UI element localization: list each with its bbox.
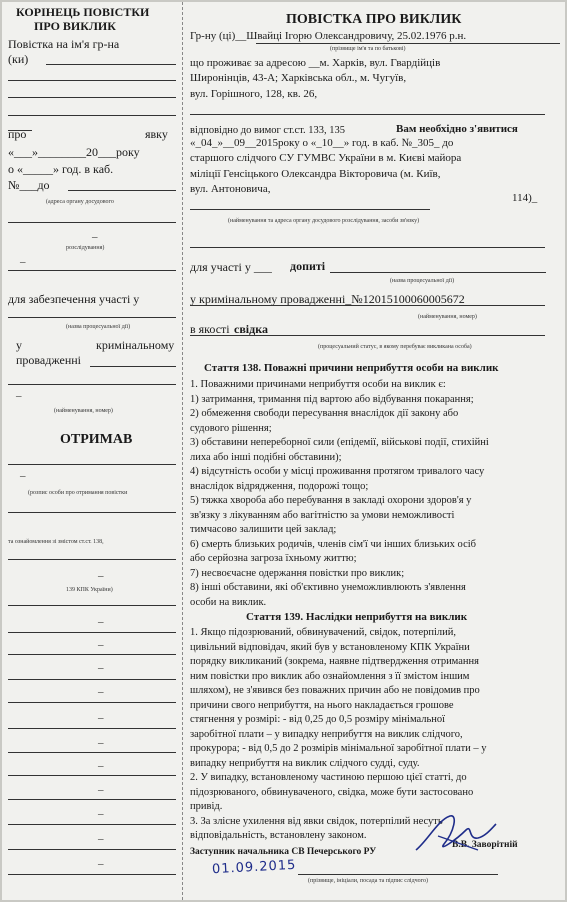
stub-caption-name: (найменування, номер): [54, 408, 113, 414]
article-line: шляхом), не з'явився без поважних причин або не повідомив про: [190, 685, 480, 696]
article-line: особи на виклик.: [190, 596, 267, 608]
legal-basis-text: відповідно до вимог ст.ст. 133, 135: [190, 125, 345, 136]
article-line: зв'язку з лікуванням або вагітністю за умови неможливості: [190, 509, 455, 521]
stub-caption-kpk: 139 КПК України): [66, 587, 113, 593]
stub-proceeding: провадженні: [16, 353, 81, 367]
stub-dash: –: [92, 231, 98, 243]
stub-blank-line: [8, 752, 176, 753]
stub-dash: –: [98, 712, 104, 724]
article-line: 4) відсутність особи у місці проживання протягом тривалого часу: [190, 466, 485, 477]
stub-blank-line: [8, 384, 176, 385]
criminal-proceeding-number: у кримінальному провадженні_№12015100060005672: [190, 292, 465, 306]
address-line-2: Широнінців, 43-А; Харківська обл., м. Чугуїв,: [190, 72, 407, 84]
stub-blank-line: [8, 270, 176, 271]
stub-blank-line: [8, 115, 176, 116]
article-line: 3. За злісне ухилення від явки свідок, потерпілий несуть: [190, 815, 443, 827]
stub-blank-line: [90, 366, 176, 367]
stub-blank-line: [8, 679, 176, 680]
caption-signature: (прізвище, ініціали, посада та підпис слідчого): [308, 878, 428, 884]
addressee-underline: [256, 43, 560, 44]
article-line: 8) інші обставини, які об'єктивно унеможливлюють з'явлення: [190, 582, 466, 593]
article-line: привід.: [190, 801, 223, 812]
article-139-title: Стаття 139. Наслідки неприбуття на виклик: [246, 611, 468, 623]
stub-addressee-suffix: (ки): [8, 52, 29, 66]
address-line-3: вул. Горішного, 128, кв. 26,: [190, 88, 318, 100]
stub-caption-sign: (розпис особи про отримання повістки: [28, 490, 128, 496]
article-line: 5) тяжка хвороба або перебування в закладі охорони здоров'я у: [190, 495, 472, 506]
article-line: 2) обмеження свободи пересування внаслідок дії закону або: [190, 408, 459, 419]
article-line: судового рішення;: [190, 422, 272, 434]
article-line: 6) смерть близьких родичів, членів сім'ї чи інших близьких осіб: [190, 538, 476, 550]
article-line: тимчасово залишити цей заклад;: [190, 524, 337, 535]
procedural-action: допиті: [290, 259, 326, 273]
stub-blank-line: [8, 512, 176, 513]
article-line: прокурора; - від 0,5 до 2 розмірів мінімальної заробітної плати – у: [190, 743, 487, 754]
article-line: стягнення у розмірі: - від 0,25 до 0,5 розміру мінімальної: [190, 714, 446, 725]
stub-office-line: №___до: [8, 178, 50, 192]
must-appear-text: Вам необхідно з'явитися: [396, 123, 518, 135]
stub-blank-line: [46, 64, 176, 65]
status-underline: [190, 335, 545, 336]
addressee-line: Гр-ну (ці)__Швайці Ігорю Олександровичу, 25.02.1976 р.н.: [190, 30, 467, 42]
article-line: заробітної плати – у випадку неприбуття на виклик слідчого,: [190, 728, 463, 740]
stub-received-heading: ОТРИМАВ: [60, 432, 133, 447]
article-line: відповідальність, встановлену законом.: [190, 830, 367, 841]
stub-blank-line: [8, 80, 176, 81]
stub-dash: –: [20, 470, 26, 482]
stub-caption-familiarization: та ознайомлення зі змістом ст.ст. 138,: [8, 539, 104, 545]
summons-title: ПОВІСТКА ПРО ВИКЛИК: [286, 12, 462, 27]
caption-proceeding-name: (найменування, номер): [418, 314, 477, 320]
stub-blank-line: [8, 849, 176, 850]
address-underline: [190, 114, 545, 115]
organ-underline: [190, 247, 545, 248]
organ-line-3: вул. Антоновича,: [190, 183, 271, 195]
article-line: підозрюваного, обвинуваченого, свідка, може бути застосовано: [190, 786, 474, 798]
stub-blank-line: [8, 222, 176, 223]
organ-underline: [190, 209, 430, 210]
stub-title-line2: ПРО ВИКЛИК: [34, 19, 116, 33]
article-138-title: Стаття 138. Поважні причини неприбуття особи на виклик: [204, 362, 499, 374]
stub-blank-line: [8, 728, 176, 729]
stub-blank-line: [8, 799, 176, 800]
article-line: випадку неприбуття на виклик слідчого судді, суду.: [190, 757, 420, 769]
article-line: цивільний відповідач, який був у встановленому КПК України: [190, 641, 470, 653]
summons-main: [190, 2, 562, 900]
stub-dash: –: [98, 808, 104, 820]
action-underline: [330, 272, 546, 273]
stub-dash: –: [98, 760, 104, 772]
article-line: причини свого неприбуття, на нього накладається грошове: [190, 699, 454, 711]
stub-dash: –: [98, 662, 104, 674]
summons-sheet: [2, 2, 565, 900]
stub-time-line: о «_____» год. в каб.: [8, 162, 114, 176]
stub-blank-line: [8, 559, 176, 560]
handwritten-signature: [408, 810, 498, 862]
stub-blank-line: [8, 654, 176, 655]
stub-date-line: «___»________20___року: [8, 145, 140, 159]
stub-dash: –: [98, 858, 104, 870]
stub-dash: –: [16, 390, 22, 402]
signer-position: Заступник начальника СВ Печерського РУ: [190, 847, 377, 857]
caption-organ: (найменування та адреса органу досудового розслідування, засоби зв'язку): [228, 218, 420, 224]
caption-procedural-action: (назва процесуальної дії): [390, 278, 455, 284]
stub-dash: –: [98, 784, 104, 796]
stub-yavku: явку: [145, 127, 168, 141]
handwritten-date: 01.09.2015: [211, 857, 297, 878]
stub-blank-line: [8, 317, 176, 318]
article-line: лиха або інші подібні обставини);: [190, 451, 342, 463]
stub-dash: –: [98, 570, 104, 582]
stub-title-line1: КОРІНЕЦЬ ПОВІСТКИ: [16, 5, 150, 19]
stub-caption-org: (адреса органу досудового: [46, 199, 114, 205]
stub-pro: про: [8, 127, 27, 141]
organ-line-2: міліції Генсіцького Олександра Вікторовича (м. Київ,: [190, 168, 441, 180]
summons-stub: [8, 2, 178, 900]
stub-dash: –: [98, 686, 104, 698]
stub-caption-proc: (назва процесуальної дії): [66, 324, 131, 330]
stub-blank-line: [8, 632, 176, 633]
stub-criminal: кримінальному: [96, 338, 175, 352]
article-line: внаслідок відрядження, подорожі тощо;: [190, 480, 369, 492]
stub-dash: –: [98, 833, 104, 845]
tear-off-line: [182, 2, 183, 900]
stub-dash: –: [20, 256, 26, 268]
stub-blank-line: [68, 190, 176, 191]
caption-status: (процесуальний статус, в якому перебуває викликана особа): [318, 344, 472, 350]
stub-dash: –: [98, 737, 104, 749]
article-line: 3) обставини непереборної сили (епідемії, військові події, стихійні: [190, 437, 489, 448]
signer-name: В.В. Заворітній: [452, 840, 518, 850]
organ-line-1: старшого слідчого СУ ГУМВС України в м. Києві майора: [190, 152, 462, 164]
article-line: 1. Якщо підозрюваний, обвинувачений, свідок, потерпілий,: [190, 627, 457, 638]
stub-blank-line: [8, 464, 176, 465]
appointment-datetime: «_04_»__09__2015року о «_10__» год. в каб. №_305_ до: [190, 137, 454, 149]
article-line: 1) затримання, тримання під вартою або відбування покарання;: [190, 393, 474, 405]
procedural-status: свідка: [234, 322, 268, 336]
organ-line-3-end: 114)_: [512, 192, 538, 204]
caption-full-name: (прізвище ім'я та по батькові): [330, 46, 406, 52]
stub-blank-line: [8, 605, 176, 606]
stub-blank-line: [8, 97, 176, 98]
stub-blank-line: [8, 775, 176, 776]
stub-u: у: [16, 338, 22, 352]
stub-blank-line: [8, 874, 176, 875]
capacity-label: в якості: [190, 322, 230, 336]
article-138-body: [190, 378, 550, 610]
stub-for-participation: для забезпечення участі у: [8, 292, 140, 306]
stub-addressee-label: Повістка на ім'я гр-на: [8, 37, 120, 51]
stub-caption-rozsl: розслідування): [66, 245, 105, 251]
proceeding-underline: [190, 305, 545, 306]
article-line: або серйозна загроза їхньому життю;: [190, 553, 357, 564]
stub-blank-line: [8, 702, 176, 703]
article-line: ним повістки про виклик або ознайомлення з її змістом іншим: [190, 670, 470, 682]
address-line-1: що проживає за адресою __м. Харків, вул. Гвардійців: [190, 57, 441, 69]
participation-label: для участі у ___: [190, 260, 272, 274]
article-line: порядку викликаний (зокрема, наявне підтвердження отримання: [190, 656, 479, 667]
stub-dash: –: [98, 639, 104, 651]
article-line: 1. Поважними причинами неприбуття особи на виклик є:: [190, 379, 446, 390]
stub-dash: –: [98, 616, 104, 628]
article-line: 7) несвоєчасне одержання повістки про виклик;: [190, 567, 405, 579]
article-line: 2. У випадку, встановленому частиною першою цієї статті, до: [190, 772, 467, 783]
stub-blank-line: [8, 824, 176, 825]
signature-underline: [298, 874, 498, 875]
